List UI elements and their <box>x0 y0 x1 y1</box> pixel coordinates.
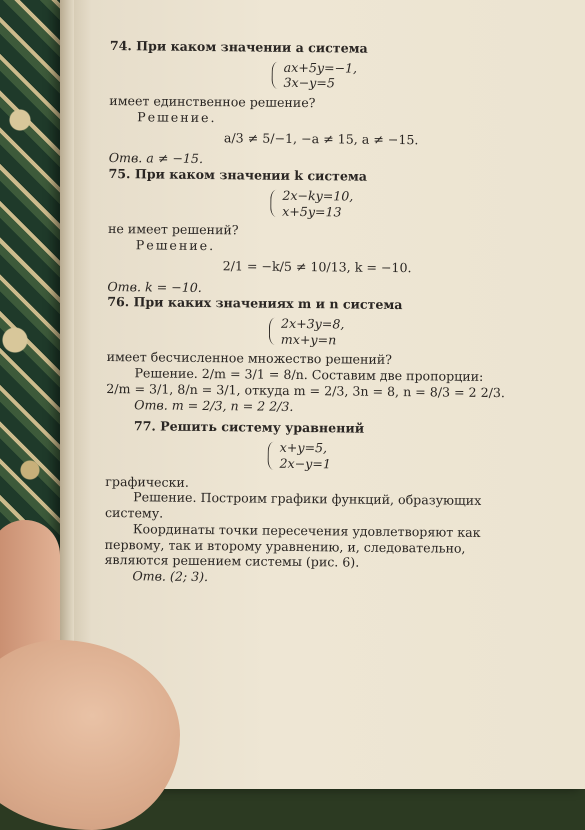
problem-76-derivation: 2/m = 3/1, 8/n = 3/1, откуда m = 2/3, 3n = 8, n = 8/3 = 2 2/3. <box>106 380 505 401</box>
system-equation: 3x−y=5 <box>283 75 335 91</box>
problem-74-question: имеет единственное решение? <box>109 93 316 111</box>
problem-76-solution: Решение. 2/m = 3/1 = 8/n. Составим две пропорции: <box>134 365 484 385</box>
system-equation: mx+y=n <box>280 331 337 348</box>
problem-77-answer: Отв. (2; 3). <box>132 568 209 585</box>
problem-77-text: являются решением системы (рис. 6). <box>104 552 360 570</box>
problem-77-text: первому, так и второму уравнению, и, следовательно, <box>104 536 466 556</box>
problem-77-text: Координаты точки пересечения удовлетворяют как <box>132 521 481 540</box>
system-equation: 2x−ky=10, <box>282 187 354 204</box>
problem-77-title: 77. Решить систему уравнений <box>133 418 365 437</box>
problem-74-title: 74. При каком значении a система <box>109 38 368 56</box>
problem-77-solution-cont: систему. <box>104 505 164 521</box>
problem-76-question: имеет бесчисленное множество решений? <box>106 349 393 368</box>
problem-76-title: 76. При каких значениях m и n система <box>107 294 403 313</box>
problem-75-title: 75. При каком значении k система <box>108 166 368 184</box>
problem-75-answer: Отв. k = −10. <box>107 278 202 295</box>
problem-77-question: графически. <box>105 473 189 490</box>
problem-75-formula: 2/1 = −k/5 ≠ 10/13, k = −10. <box>222 258 412 275</box>
page-text <box>104 38 540 588</box>
problem-76-answer: Отв. m = 2/3, n = 2 2/3. <box>134 396 294 414</box>
problem-75-question: не имеет решений? <box>107 221 239 238</box>
problem-76-system <box>269 316 537 350</box>
system-equation: x+y=5, <box>279 439 328 456</box>
solution-label: Решение. <box>137 109 217 126</box>
problem-75-system <box>270 188 538 222</box>
problem-74-system <box>271 59 539 93</box>
problem-77-solution: Решение. Построим графики функций, образующих <box>133 489 482 509</box>
system-equation: 2x+3y=8, <box>280 315 345 332</box>
system-equation: x+5y=13 <box>282 203 342 220</box>
problem-77-system <box>267 440 535 474</box>
problem-74-answer: Отв. a ≠ −15. <box>108 150 204 167</box>
problem-74-formula: a/3 ≠ 5/−1, −a ≠ 15, a ≠ −15. <box>223 129 419 147</box>
system-equation: 2x−y=1 <box>279 455 331 472</box>
solution-label: Решение. <box>135 237 216 254</box>
system-equation: ax+5y=−1, <box>283 59 358 76</box>
